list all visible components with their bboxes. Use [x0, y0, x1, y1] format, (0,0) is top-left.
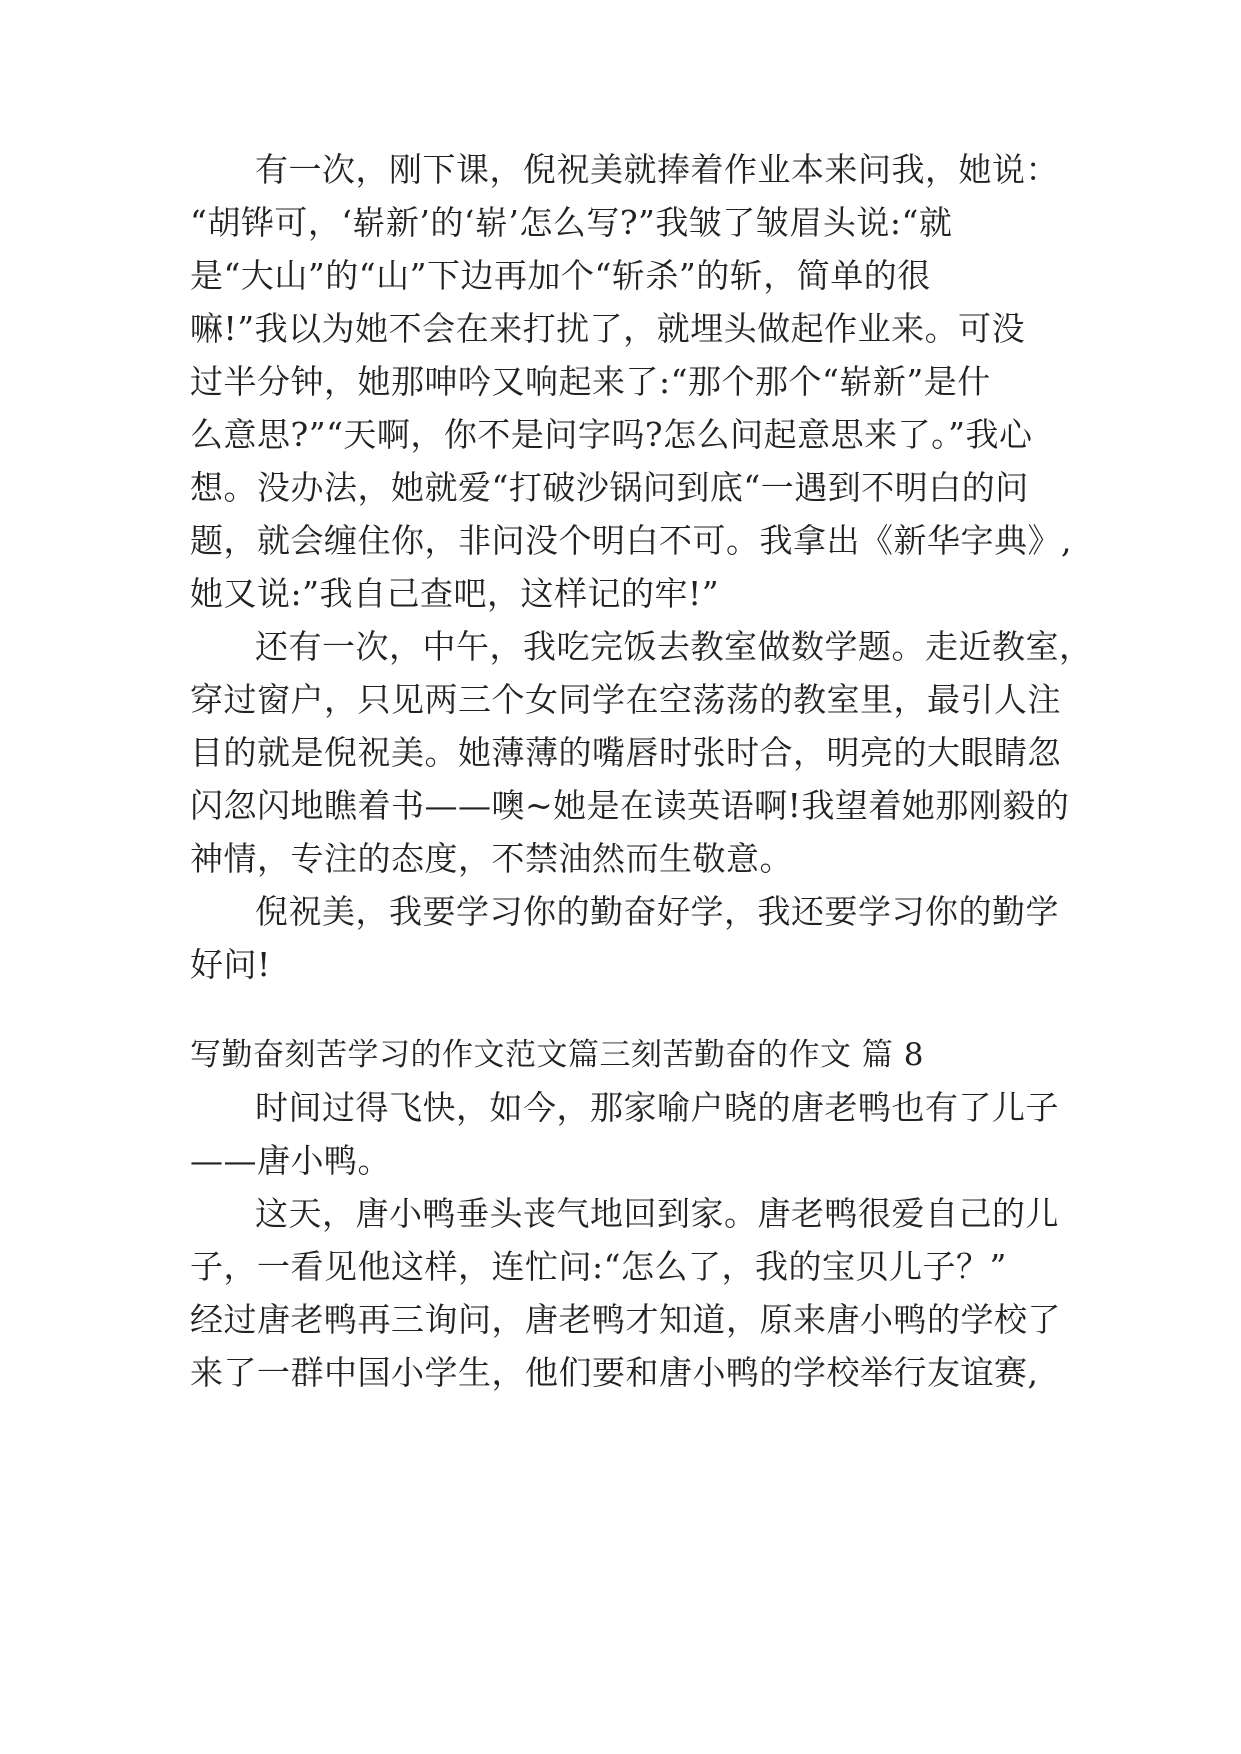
paragraph-line: 她又说:”我自己查吧，这样记的牢!”	[190, 574, 720, 613]
paragraph-line: 倪祝美，我要学习你的勤奋好学，我还要学习你的勤学	[255, 892, 1059, 931]
paragraph-line: 有一次，刚下课，倪祝美就捧着作业本来问我，她说：	[255, 150, 1059, 189]
section-heading: 写勤奋刻苦学习的作文范文篇三刻苦勤奋的作文 篇 8	[190, 1037, 924, 1073]
paragraph-line: 是“大山”的“山”下边再加个“斩杀”的斩，简单的很	[190, 256, 931, 295]
paragraph-line: “胡铧可，‘崭新’的‘崭’怎么写?”我皱了皱眉头说:“就	[190, 203, 953, 242]
paragraph-line: 闪忽闪地瞧着书——噢~她是在读英语啊!我望着她那刚毅的	[190, 786, 1070, 825]
paragraph-line: 穿过窗户，只见两三个女同学在空荡荡的教室里，最引人注	[190, 680, 1061, 719]
paragraph-line: 来了一群中国小学生，他们要和唐小鸭的学校举行友谊赛,	[190, 1353, 1039, 1392]
paragraph-line: 神情，专注的态度，不禁油然而生敬意。	[190, 839, 793, 878]
paragraph-line: 时间过得飞快，如今，那家喻户晓的唐老鸭也有了儿子	[255, 1088, 1059, 1127]
paragraph-line: 想。没办法，她就爱“打破沙锅问到底“一遇到不明白的问	[190, 468, 1029, 507]
paragraph-line: 目的就是倪祝美。她薄薄的嘴唇时张时合，明亮的大眼睛忽	[190, 733, 1061, 772]
paragraph-line: 过半分钟，她那呻吟又响起来了:“那个那个“崭新”是什	[190, 362, 991, 401]
paragraph-line: 子，一看见他这样，连忙问:“怎么了，我的宝贝儿子？”	[190, 1247, 1007, 1286]
paragraph-line: 还有一次，中午，我吃完饭去教室做数学题。走近教室，	[255, 627, 1093, 666]
paragraph-line: 好问!	[190, 945, 271, 984]
paragraph-line: ——唐小鸭。	[190, 1141, 391, 1180]
paragraph-line: 经过唐老鸭再三询问，唐老鸭才知道，原来唐小鸭的学校了	[190, 1300, 1061, 1339]
paragraph-line: 这天，唐小鸭垂头丧气地回到家。唐老鸭很爱自己的儿	[255, 1194, 1059, 1233]
paragraph-line: 嘛!”我以为她不会在来打扰了，就埋头做起作业来。可没	[190, 309, 1026, 348]
paragraph-line: 么意思?”“天啊，你不是问字吗?怎么问起意思来了。”我心	[190, 415, 1033, 454]
paragraph-line: 题，就会缠住你，非问没个明白不可。我拿出《新华字典》,	[190, 521, 1072, 560]
